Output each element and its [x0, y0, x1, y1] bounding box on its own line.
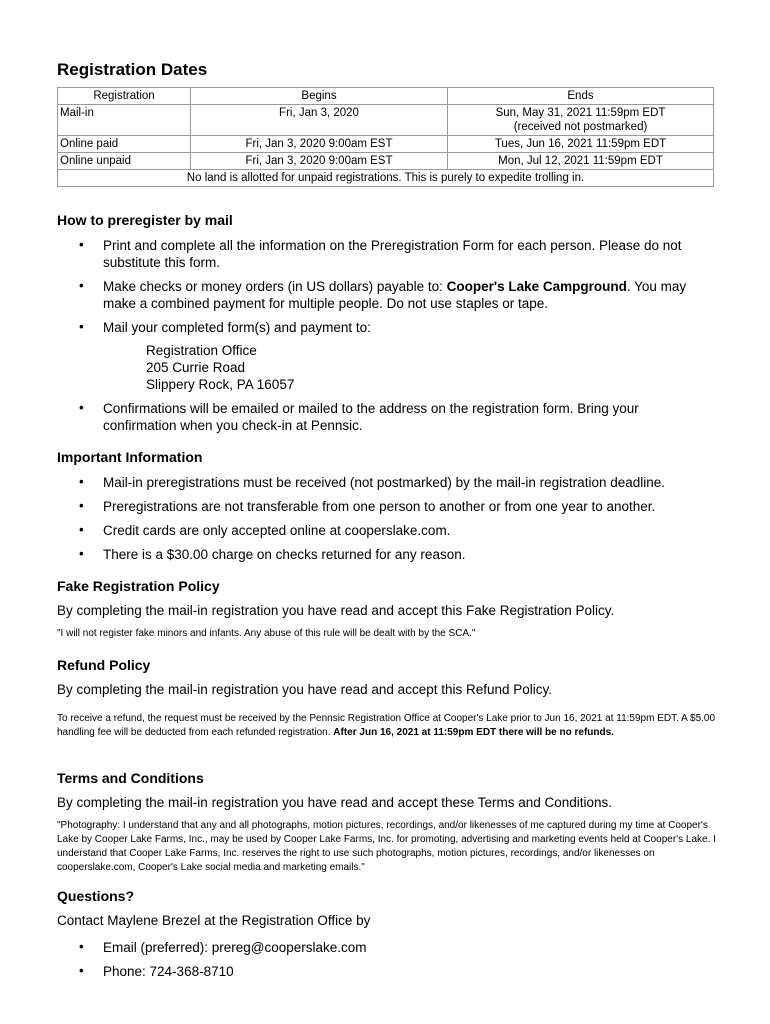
table-footnote: No land is allotted for unpaid registrations. This is purely to expedite trolling in.: [58, 170, 714, 187]
table-header-row: [58, 88, 714, 105]
bullet-icon: •: [79, 400, 84, 415]
list-item: Print and complete all the information on the Preregistration Form for each person. Please do not substitute this form.: [103, 238, 682, 270]
payee-pre: Make checks or money orders (in US dollars) payable to:: [103, 279, 447, 294]
row-begins: Fri, Jan 3, 2020: [191, 105, 448, 136]
header-ends: Ends: [448, 88, 714, 105]
row-type: Mail-in: [58, 105, 191, 136]
row-ends-line2: (received not postmarked): [513, 121, 648, 133]
list-item: Confirmations will be emailed or mailed to the address on the registration form. Bring your confirmation when you check-in at Pennsic.: [103, 401, 639, 433]
important-heading: Important Information: [57, 449, 203, 465]
bullet-icon: •: [79, 278, 84, 293]
table-footnote-row: [58, 170, 714, 187]
registration-dates-table: [57, 87, 714, 187]
payee-post: . You may make a combined payment for multiple people. Do not use staples or tape.: [103, 279, 687, 311]
questions-heading: Questions?: [57, 888, 135, 904]
refund-policy-heading: Refund Policy: [57, 657, 151, 673]
questions-text: Contact Maylene Brezel at the Registration Office by: [57, 913, 371, 928]
refund-policy-text: By completing the mail-in registration you have read and accept this Refund Policy.: [57, 682, 553, 697]
table-row: [58, 105, 714, 136]
payee-name: Cooper's Lake Campground: [446, 279, 627, 294]
table-row: [58, 136, 714, 153]
bullet-icon: •: [79, 963, 84, 978]
bullet-icon: •: [79, 498, 84, 513]
list-item: Mail-in preregistrations must be received (not postmarked) by the mail-in registration deadline.: [103, 475, 666, 490]
refund-policy-detail: [57, 712, 717, 740]
fake-policy-quote: "I will not register fake minors and infants. Any abuse of this rule will be dealt with by the SCA.": [57, 628, 476, 639]
bullet-icon: •: [79, 237, 84, 252]
contact-phone: Phone: 724-368-8710: [103, 964, 234, 979]
header-registration: Registration: [58, 88, 191, 105]
list-item: Credit cards are only accepted online at cooperslake.com.: [103, 523, 451, 538]
preregister-heading: How to preregister by mail: [57, 212, 233, 228]
terms-text: By completing the mail-in registration you have read and accept these Terms and Conditions.: [57, 795, 613, 810]
refund-deadline: After Jun 16, 2021 at 11:59pm EDT there will be no refunds.: [333, 727, 614, 738]
refund-detail: To receive a refund, the request must be received by the Pennsic Registration Office at Cooper's Lake prior to Jun 16, 2021 at 11:59pm EDT. A $5.00 handling fee will be deducted from each refunded registration.: [57, 713, 716, 738]
fake-policy-heading: Fake Registration Policy: [57, 578, 220, 594]
row-begins: Fri, Jan 3, 2020 9:00am EST: [191, 136, 448, 153]
mailing-address: [146, 342, 294, 393]
row-ends-line1: Sun, May 31, 2021 11:59pm EDT: [495, 107, 666, 119]
bullet-icon: •: [79, 319, 84, 334]
list-item: Mail your completed form(s) and payment to:: [103, 320, 371, 335]
address-line: Slippery Rock, PA 16057: [146, 377, 295, 392]
row-begins: Fri, Jan 3, 2020 9:00am EST: [191, 153, 448, 170]
fake-policy-text: By completing the mail-in registration you have read and accept this Fake Registration Policy.: [57, 603, 615, 618]
list-item: [103, 278, 713, 312]
list-item: There is a $30.00 charge on checks returned for any reason.: [103, 547, 466, 562]
terms-heading: Terms and Conditions: [57, 770, 204, 786]
bullet-icon: •: [79, 546, 84, 561]
address-line: Registration Office: [146, 343, 257, 358]
address-line: 205 Currie Road: [146, 360, 246, 375]
row-type: Online paid: [58, 136, 191, 153]
list-item: Preregistrations are not transferable from one person to another or from one year to another.: [103, 499, 656, 514]
registration-dates-title: Registration Dates: [57, 60, 208, 79]
terms-detail: "Photography: I understand that any and all photographs, motion pictures, recordings, and/or likenesses of me captured during my time at Cooper's Lake by Cooper Lake Farms, Inc., may be used by Cooper Lake Farms, Inc. for promoting, advertising and marketing events held at Cooper's Lake. I understand that Cooper Lake Farms, Inc. reserves the right to use such photographs, motion pictures, recordings, and/or likenesses on cooperslake.com, Cooper's Lake social media and marketing emails.": [57, 820, 716, 873]
row-type: Online unpaid: [58, 153, 191, 170]
row-ends: Tues, Jun 16, 2021 11:59pm EDT: [448, 136, 714, 153]
table-row: [58, 153, 714, 170]
row-ends: [448, 105, 714, 136]
header-begins: Begins: [191, 88, 448, 105]
row-ends: Mon, Jul 12, 2021 11:59pm EDT: [448, 153, 714, 170]
bullet-icon: •: [79, 939, 84, 954]
bullet-icon: •: [79, 522, 84, 537]
bullet-icon: •: [79, 474, 84, 489]
contact-email: Email (preferred): prereg@cooperslake.com: [103, 940, 367, 955]
